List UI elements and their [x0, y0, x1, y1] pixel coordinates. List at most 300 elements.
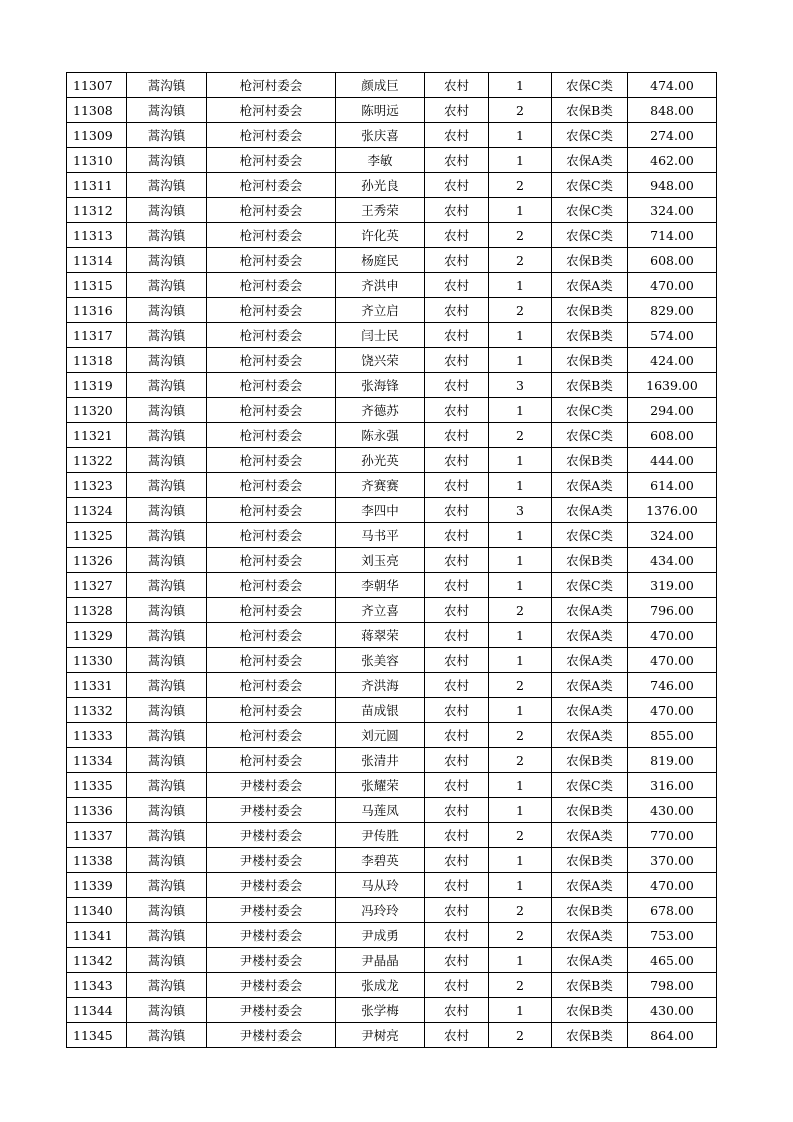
- row-id-cell: 11328: [67, 598, 127, 623]
- insurance-category-cell: 农保C类: [552, 198, 628, 223]
- insurance-category-cell: 农保A类: [552, 473, 628, 498]
- insurance-category-cell: 农保A类: [552, 948, 628, 973]
- table-row: [67, 198, 717, 223]
- household-type-cell: 农村: [425, 1023, 489, 1048]
- village-committee-cell: 枪河村委会: [207, 748, 336, 773]
- household-type-cell: 农村: [425, 923, 489, 948]
- table-row: [67, 598, 717, 623]
- household-type-cell: 农村: [425, 148, 489, 173]
- row-id-cell: 11319: [67, 373, 127, 398]
- person-name-cell: 李敏: [336, 148, 425, 173]
- village-committee-cell: 枪河村委会: [207, 598, 336, 623]
- person-name-cell: 张海锋: [336, 373, 425, 398]
- village-committee-cell: 尹楼村委会: [207, 948, 336, 973]
- row-id-cell: 11327: [67, 573, 127, 598]
- household-type-cell: 农村: [425, 823, 489, 848]
- person-name-cell: 李朝华: [336, 573, 425, 598]
- amount-cell: 470.00: [628, 648, 717, 673]
- town-cell: 蒿沟镇: [127, 923, 207, 948]
- row-id-cell: 11313: [67, 223, 127, 248]
- town-cell: 蒿沟镇: [127, 798, 207, 823]
- row-id-cell: 11342: [67, 948, 127, 973]
- member-count-cell: 1: [489, 73, 552, 98]
- amount-cell: 424.00: [628, 348, 717, 373]
- household-type-cell: 农村: [425, 448, 489, 473]
- household-type-cell: 农村: [425, 573, 489, 598]
- table-row: [67, 1023, 717, 1048]
- town-cell: 蒿沟镇: [127, 248, 207, 273]
- person-name-cell: 齐德苏: [336, 398, 425, 423]
- row-id-cell: 11336: [67, 798, 127, 823]
- insurance-category-cell: 农保A类: [552, 598, 628, 623]
- member-count-cell: 2: [489, 898, 552, 923]
- table-row: [67, 898, 717, 923]
- member-count-cell: 1: [489, 648, 552, 673]
- member-count-cell: 1: [489, 398, 552, 423]
- insurance-category-cell: 农保C类: [552, 573, 628, 598]
- amount-cell: 746.00: [628, 673, 717, 698]
- amount-cell: 819.00: [628, 748, 717, 773]
- row-id-cell: 11320: [67, 398, 127, 423]
- town-cell: 蒿沟镇: [127, 423, 207, 448]
- household-type-cell: 农村: [425, 198, 489, 223]
- table-row: [67, 523, 717, 548]
- village-committee-cell: 尹楼村委会: [207, 873, 336, 898]
- roster-table: [66, 72, 717, 1048]
- row-id-cell: 11339: [67, 873, 127, 898]
- village-committee-cell: 枪河村委会: [207, 723, 336, 748]
- row-id-cell: 11322: [67, 448, 127, 473]
- row-id-cell: 11314: [67, 248, 127, 273]
- amount-cell: 848.00: [628, 98, 717, 123]
- row-id-cell: 11316: [67, 298, 127, 323]
- person-name-cell: 颜成巨: [336, 73, 425, 98]
- insurance-category-cell: 农保C类: [552, 423, 628, 448]
- table-row: [67, 573, 717, 598]
- insurance-category-cell: 农保A类: [552, 723, 628, 748]
- amount-cell: 753.00: [628, 923, 717, 948]
- village-committee-cell: 尹楼村委会: [207, 773, 336, 798]
- amount-cell: 770.00: [628, 823, 717, 848]
- table-row: [67, 648, 717, 673]
- insurance-category-cell: 农保A类: [552, 698, 628, 723]
- person-name-cell: 张耀荣: [336, 773, 425, 798]
- row-id-cell: 11332: [67, 698, 127, 723]
- town-cell: 蒿沟镇: [127, 1023, 207, 1048]
- amount-cell: 324.00: [628, 523, 717, 548]
- household-type-cell: 农村: [425, 623, 489, 648]
- table-row: [67, 923, 717, 948]
- town-cell: 蒿沟镇: [127, 348, 207, 373]
- village-committee-cell: 枪河村委会: [207, 298, 336, 323]
- member-count-cell: 1: [489, 273, 552, 298]
- member-count-cell: 1: [489, 698, 552, 723]
- amount-cell: 370.00: [628, 848, 717, 873]
- insurance-category-cell: 农保B类: [552, 448, 628, 473]
- person-name-cell: 冯玲玲: [336, 898, 425, 923]
- table-row: [67, 698, 717, 723]
- member-count-cell: 2: [489, 723, 552, 748]
- village-committee-cell: 尹楼村委会: [207, 1023, 336, 1048]
- person-name-cell: 张成龙: [336, 973, 425, 998]
- row-id-cell: 11311: [67, 173, 127, 198]
- member-count-cell: 2: [489, 973, 552, 998]
- household-type-cell: 农村: [425, 298, 489, 323]
- table-row: [67, 723, 717, 748]
- village-committee-cell: 枪河村委会: [207, 573, 336, 598]
- member-count-cell: 1: [489, 523, 552, 548]
- insurance-category-cell: 农保B类: [552, 1023, 628, 1048]
- amount-cell: 324.00: [628, 198, 717, 223]
- person-name-cell: 孙光良: [336, 173, 425, 198]
- member-count-cell: 1: [489, 948, 552, 973]
- town-cell: 蒿沟镇: [127, 673, 207, 698]
- insurance-category-cell: 农保A类: [552, 148, 628, 173]
- member-count-cell: 2: [489, 423, 552, 448]
- amount-cell: 474.00: [628, 73, 717, 98]
- member-count-cell: 1: [489, 573, 552, 598]
- member-count-cell: 1: [489, 773, 552, 798]
- table-row: [67, 423, 717, 448]
- village-committee-cell: 枪河村委会: [207, 398, 336, 423]
- person-name-cell: 齐洪海: [336, 673, 425, 698]
- row-id-cell: 11330: [67, 648, 127, 673]
- amount-cell: 855.00: [628, 723, 717, 748]
- town-cell: 蒿沟镇: [127, 823, 207, 848]
- person-name-cell: 饶兴荣: [336, 348, 425, 373]
- village-committee-cell: 枪河村委会: [207, 273, 336, 298]
- household-type-cell: 农村: [425, 398, 489, 423]
- person-name-cell: 张庆喜: [336, 123, 425, 148]
- town-cell: 蒿沟镇: [127, 523, 207, 548]
- person-name-cell: 王秀荣: [336, 198, 425, 223]
- village-committee-cell: 枪河村委会: [207, 98, 336, 123]
- member-count-cell: 2: [489, 298, 552, 323]
- insurance-category-cell: 农保C类: [552, 773, 628, 798]
- member-count-cell: 1: [489, 623, 552, 648]
- village-committee-cell: 尹楼村委会: [207, 848, 336, 873]
- household-type-cell: 农村: [425, 773, 489, 798]
- town-cell: 蒿沟镇: [127, 298, 207, 323]
- person-name-cell: 张学梅: [336, 998, 425, 1023]
- village-committee-cell: 枪河村委会: [207, 348, 336, 373]
- member-count-cell: 1: [489, 348, 552, 373]
- town-cell: 蒿沟镇: [127, 698, 207, 723]
- amount-cell: 444.00: [628, 448, 717, 473]
- amount-cell: 430.00: [628, 798, 717, 823]
- row-id-cell: 11308: [67, 98, 127, 123]
- row-id-cell: 11337: [67, 823, 127, 848]
- household-type-cell: 农村: [425, 898, 489, 923]
- person-name-cell: 孙光英: [336, 448, 425, 473]
- insurance-category-cell: 农保B类: [552, 348, 628, 373]
- insurance-category-cell: 农保B类: [552, 748, 628, 773]
- amount-cell: 470.00: [628, 273, 717, 298]
- town-cell: 蒿沟镇: [127, 573, 207, 598]
- village-committee-cell: 尹楼村委会: [207, 923, 336, 948]
- table-row: [67, 223, 717, 248]
- town-cell: 蒿沟镇: [127, 598, 207, 623]
- insurance-category-cell: 农保C类: [552, 123, 628, 148]
- household-type-cell: 农村: [425, 798, 489, 823]
- amount-cell: 714.00: [628, 223, 717, 248]
- town-cell: 蒿沟镇: [127, 98, 207, 123]
- household-type-cell: 农村: [425, 998, 489, 1023]
- table-row: [67, 298, 717, 323]
- member-count-cell: 1: [489, 548, 552, 573]
- household-type-cell: 农村: [425, 323, 489, 348]
- person-name-cell: 苗成银: [336, 698, 425, 723]
- insurance-category-cell: 农保B类: [552, 323, 628, 348]
- row-id-cell: 11310: [67, 148, 127, 173]
- village-committee-cell: 枪河村委会: [207, 473, 336, 498]
- row-id-cell: 11338: [67, 848, 127, 873]
- town-cell: 蒿沟镇: [127, 898, 207, 923]
- row-id-cell: 11317: [67, 323, 127, 348]
- village-committee-cell: 枪河村委会: [207, 248, 336, 273]
- person-name-cell: 李四中: [336, 498, 425, 523]
- amount-cell: 864.00: [628, 1023, 717, 1048]
- person-name-cell: 陈明远: [336, 98, 425, 123]
- town-cell: 蒿沟镇: [127, 123, 207, 148]
- insurance-category-cell: 农保B类: [552, 248, 628, 273]
- amount-cell: 798.00: [628, 973, 717, 998]
- household-type-cell: 农村: [425, 648, 489, 673]
- person-name-cell: 蒋翠荣: [336, 623, 425, 648]
- village-committee-cell: 枪河村委会: [207, 373, 336, 398]
- person-name-cell: 马从玲: [336, 873, 425, 898]
- person-name-cell: 齐立启: [336, 298, 425, 323]
- row-id-cell: 11340: [67, 898, 127, 923]
- member-count-cell: 3: [489, 498, 552, 523]
- household-type-cell: 农村: [425, 673, 489, 698]
- insurance-category-cell: 农保B类: [552, 973, 628, 998]
- household-type-cell: 农村: [425, 73, 489, 98]
- household-type-cell: 农村: [425, 973, 489, 998]
- town-cell: 蒿沟镇: [127, 648, 207, 673]
- village-committee-cell: 枪河村委会: [207, 648, 336, 673]
- amount-cell: 608.00: [628, 248, 717, 273]
- amount-cell: 1376.00: [628, 498, 717, 523]
- household-type-cell: 农村: [425, 948, 489, 973]
- person-name-cell: 刘元圆: [336, 723, 425, 748]
- table-row: [67, 248, 717, 273]
- table-row: [67, 548, 717, 573]
- town-cell: 蒿沟镇: [127, 373, 207, 398]
- row-id-cell: 11325: [67, 523, 127, 548]
- town-cell: 蒿沟镇: [127, 223, 207, 248]
- row-id-cell: 11321: [67, 423, 127, 448]
- amount-cell: 316.00: [628, 773, 717, 798]
- household-type-cell: 农村: [425, 373, 489, 398]
- amount-cell: 470.00: [628, 873, 717, 898]
- insurance-category-cell: 农保C类: [552, 173, 628, 198]
- member-count-cell: 1: [489, 998, 552, 1023]
- member-count-cell: 1: [489, 448, 552, 473]
- village-committee-cell: 枪河村委会: [207, 173, 336, 198]
- household-type-cell: 农村: [425, 348, 489, 373]
- village-committee-cell: 尹楼村委会: [207, 823, 336, 848]
- town-cell: 蒿沟镇: [127, 548, 207, 573]
- town-cell: 蒿沟镇: [127, 723, 207, 748]
- household-type-cell: 农村: [425, 748, 489, 773]
- row-id-cell: 11335: [67, 773, 127, 798]
- row-id-cell: 11343: [67, 973, 127, 998]
- amount-cell: 948.00: [628, 173, 717, 198]
- person-name-cell: 齐赛赛: [336, 473, 425, 498]
- household-type-cell: 农村: [425, 473, 489, 498]
- person-name-cell: 闫士民: [336, 323, 425, 348]
- roster-body: [67, 73, 717, 1048]
- table-row: [67, 123, 717, 148]
- insurance-category-cell: 农保A类: [552, 498, 628, 523]
- village-committee-cell: 枪河村委会: [207, 498, 336, 523]
- household-type-cell: 农村: [425, 423, 489, 448]
- household-type-cell: 农村: [425, 498, 489, 523]
- row-id-cell: 11341: [67, 923, 127, 948]
- household-type-cell: 农村: [425, 548, 489, 573]
- town-cell: 蒿沟镇: [127, 748, 207, 773]
- town-cell: 蒿沟镇: [127, 998, 207, 1023]
- amount-cell: 470.00: [628, 698, 717, 723]
- village-committee-cell: 枪河村委会: [207, 548, 336, 573]
- person-name-cell: 尹晶晶: [336, 948, 425, 973]
- row-id-cell: 11326: [67, 548, 127, 573]
- member-count-cell: 1: [489, 123, 552, 148]
- town-cell: 蒿沟镇: [127, 398, 207, 423]
- table-row: [67, 148, 717, 173]
- amount-cell: 462.00: [628, 148, 717, 173]
- table-row: [67, 73, 717, 98]
- person-name-cell: 尹树亮: [336, 1023, 425, 1048]
- household-type-cell: 农村: [425, 848, 489, 873]
- insurance-category-cell: 农保C类: [552, 523, 628, 548]
- table-row: [67, 398, 717, 423]
- amount-cell: 434.00: [628, 548, 717, 573]
- village-committee-cell: 枪河村委会: [207, 198, 336, 223]
- insurance-category-cell: 农保A类: [552, 273, 628, 298]
- person-name-cell: 尹传胜: [336, 823, 425, 848]
- person-name-cell: 张清井: [336, 748, 425, 773]
- row-id-cell: 11345: [67, 1023, 127, 1048]
- person-name-cell: 刘玉亮: [336, 548, 425, 573]
- row-id-cell: 11331: [67, 673, 127, 698]
- member-count-cell: 2: [489, 248, 552, 273]
- town-cell: 蒿沟镇: [127, 198, 207, 223]
- member-count-cell: 1: [489, 873, 552, 898]
- row-id-cell: 11307: [67, 73, 127, 98]
- amount-cell: 608.00: [628, 423, 717, 448]
- household-type-cell: 农村: [425, 523, 489, 548]
- village-committee-cell: 枪河村委会: [207, 698, 336, 723]
- member-count-cell: 2: [489, 173, 552, 198]
- amount-cell: 319.00: [628, 573, 717, 598]
- row-id-cell: 11333: [67, 723, 127, 748]
- town-cell: 蒿沟镇: [127, 498, 207, 523]
- person-name-cell: 齐洪申: [336, 273, 425, 298]
- town-cell: 蒿沟镇: [127, 173, 207, 198]
- insurance-category-cell: 农保B类: [552, 298, 628, 323]
- village-committee-cell: 尹楼村委会: [207, 898, 336, 923]
- table-row: [67, 798, 717, 823]
- table-row: [67, 623, 717, 648]
- insurance-category-cell: 农保C类: [552, 398, 628, 423]
- table-row: [67, 948, 717, 973]
- table-row: [67, 848, 717, 873]
- table-row: [67, 473, 717, 498]
- village-committee-cell: 枪河村委会: [207, 523, 336, 548]
- insurance-category-cell: 农保A类: [552, 673, 628, 698]
- amount-cell: 829.00: [628, 298, 717, 323]
- person-name-cell: 尹成勇: [336, 923, 425, 948]
- amount-cell: 614.00: [628, 473, 717, 498]
- household-type-cell: 农村: [425, 273, 489, 298]
- town-cell: 蒿沟镇: [127, 948, 207, 973]
- row-id-cell: 11318: [67, 348, 127, 373]
- insurance-category-cell: 农保B类: [552, 98, 628, 123]
- table-row: [67, 748, 717, 773]
- amount-cell: 796.00: [628, 598, 717, 623]
- village-committee-cell: 枪河村委会: [207, 223, 336, 248]
- household-type-cell: 农村: [425, 98, 489, 123]
- member-count-cell: 2: [489, 98, 552, 123]
- insurance-category-cell: 农保A类: [552, 923, 628, 948]
- table-row: [67, 873, 717, 898]
- insurance-category-cell: 农保B类: [552, 998, 628, 1023]
- row-id-cell: 11344: [67, 998, 127, 1023]
- household-type-cell: 农村: [425, 248, 489, 273]
- household-type-cell: 农村: [425, 598, 489, 623]
- household-type-cell: 农村: [425, 873, 489, 898]
- row-id-cell: 11323: [67, 473, 127, 498]
- person-name-cell: 李碧英: [336, 848, 425, 873]
- table-row: [67, 448, 717, 473]
- table-row: [67, 773, 717, 798]
- village-committee-cell: 尹楼村委会: [207, 973, 336, 998]
- amount-cell: 470.00: [628, 623, 717, 648]
- town-cell: 蒿沟镇: [127, 973, 207, 998]
- amount-cell: 574.00: [628, 323, 717, 348]
- table-row: [67, 373, 717, 398]
- person-name-cell: 陈永强: [336, 423, 425, 448]
- town-cell: 蒿沟镇: [127, 623, 207, 648]
- insurance-category-cell: 农保A类: [552, 823, 628, 848]
- village-committee-cell: 枪河村委会: [207, 448, 336, 473]
- person-name-cell: 杨庭民: [336, 248, 425, 273]
- row-id-cell: 11309: [67, 123, 127, 148]
- amount-cell: 274.00: [628, 123, 717, 148]
- amount-cell: 1639.00: [628, 373, 717, 398]
- insurance-category-cell: 农保A类: [552, 623, 628, 648]
- town-cell: 蒿沟镇: [127, 273, 207, 298]
- table-row: [67, 273, 717, 298]
- row-id-cell: 11334: [67, 748, 127, 773]
- table-row: [67, 98, 717, 123]
- village-committee-cell: 枪河村委会: [207, 423, 336, 448]
- person-name-cell: 许化英: [336, 223, 425, 248]
- member-count-cell: 3: [489, 373, 552, 398]
- insurance-category-cell: 农保A类: [552, 648, 628, 673]
- amount-cell: 465.00: [628, 948, 717, 973]
- household-type-cell: 农村: [425, 223, 489, 248]
- member-count-cell: 2: [489, 1023, 552, 1048]
- row-id-cell: 11329: [67, 623, 127, 648]
- table-row: [67, 323, 717, 348]
- household-type-cell: 农村: [425, 723, 489, 748]
- member-count-cell: 2: [489, 673, 552, 698]
- insurance-category-cell: 农保B类: [552, 898, 628, 923]
- table-row: [67, 823, 717, 848]
